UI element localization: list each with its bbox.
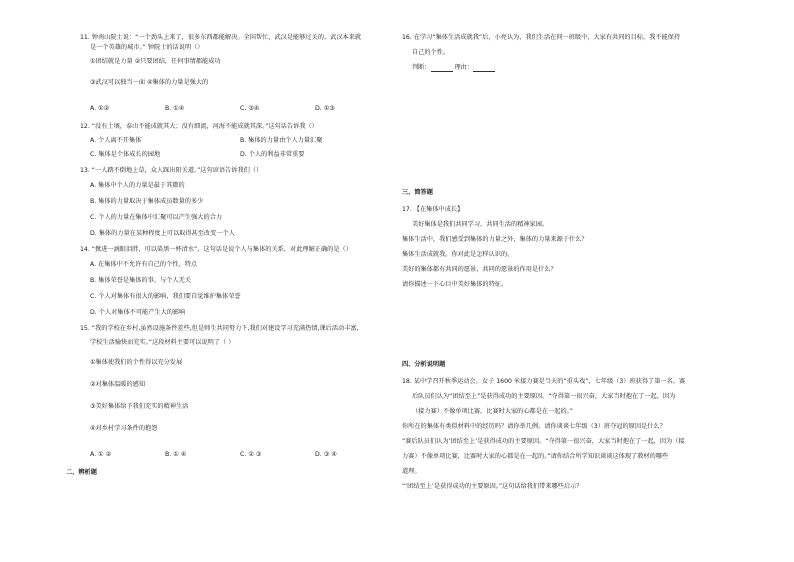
q17-line-4: 美好的集体都有共同的愿景，共同的愿景的作用是什么？ (402, 266, 557, 273)
q11-option-c[interactable]: C. ③④ (240, 105, 260, 112)
q15-option-c[interactable]: C. ② ③ (240, 451, 262, 458)
section-3-heading: 三、简答题 (402, 189, 433, 196)
q15-item-2: ②对集体温暖的感知 (90, 381, 146, 388)
q16-stem-line1: 16. 在学习“集体生活成就我”后，小亮认为，我们生活在同一班级中，大家有共同的目标，我不能保持 (402, 34, 681, 41)
q15-item-4: ④对乡村学习条件的抱怨 (90, 425, 158, 432)
q11-item-a: ①团结就是力量 ②只要团结，任何事情都能成功 (90, 58, 221, 65)
q14-stem: 14. “掀进一滴眼泪胖，可以染黑一杯清水”，这句话是说个人与集体的关系，对此理解正确的是（） (80, 246, 352, 253)
q16-stem-line2: 自己的个性。 (412, 49, 450, 56)
q11-option-b[interactable]: B. ①④ (165, 105, 185, 112)
q14-option-b[interactable]: B. 集体荣誉是集体的事，与个人无关 (90, 277, 191, 284)
judge-blank[interactable] (431, 65, 453, 72)
q11-options (80, 105, 390, 113)
q12-option-c[interactable]: C. 集体是个体成长的园地 (90, 151, 161, 158)
q11-item-b: ③武汉可以独当一面 ④集体的力量是强大的 (90, 79, 209, 86)
q13-option-c[interactable]: C. 个人的力量在集体中汇聚可以产生强大的合力 (90, 214, 223, 221)
q16-answer-row (402, 64, 495, 72)
q13-option-d[interactable]: D. 集体的力量在某种程度上可以取得甚至改变一个人 (90, 230, 235, 237)
section-2-heading: 二、辨析题 (66, 469, 97, 476)
q15-option-b[interactable]: B. ① ④ (165, 451, 187, 458)
q14-option-a[interactable]: A. 在集体中不允许有自己的个性，特点 (90, 261, 198, 268)
q18-line-3: （接力赛）不像单项比赛，比赛时大家的心都是在一起的。” (412, 408, 573, 415)
q11-option-d[interactable]: D. ①③ (315, 105, 335, 112)
q15-item-1: ①集体使我们的个性得以充分发展 (90, 359, 183, 366)
q13-option-b[interactable]: B. 集体的力量取决于集体成员数量的多少 (90, 198, 204, 205)
section-4-heading: 四、分析说明题 (402, 361, 446, 368)
q18-line-5: “赛后队员们认为‘团结至上’是获得成功的主要原因。“夺得第一很兴奋，大家当时抱在了一起，因为（接 (402, 438, 685, 445)
q15-option-a[interactable]: A. ① ② (90, 451, 112, 458)
q12-options-row1 (80, 137, 390, 145)
reason-label: 理由： (454, 64, 474, 71)
q14-option-c[interactable]: C. 个人对集体有很大的影响，我们要自觉维护集体荣誉 (90, 293, 241, 300)
q15-option-d[interactable]: D. ③ ④ (315, 451, 337, 458)
q12-option-b[interactable]: B. 集体的力量由个人力量汇聚 (240, 137, 323, 144)
q12-stem: 12. “没有土壤，泰山不能成就其大；没有细流，河海不能成就其深。”这句话告诉我（） (80, 123, 318, 130)
judge-label: 判断： (412, 64, 431, 71)
q18-line-4: 你所在的集体有类似材料中的经历吗？请你举几例。请你谈谈七年级（3）班夺冠的原因是什么？ (402, 423, 666, 430)
q13-option-a[interactable]: A. 集体中个人的力量是最于其微的 (90, 182, 185, 189)
q12-option-a[interactable]: A. 个人离不开集体 (90, 137, 142, 144)
q17-line-3: 集体生活成就我。你对此是怎样认识的。 (402, 251, 514, 258)
reason-blank[interactable] (473, 65, 495, 72)
q17-title: 17. 【在集体中成长】 (402, 206, 464, 213)
q11-stem-line2: 是一个英雄的城市。” 钟院士的话说明（） (90, 44, 204, 51)
q11-stem-line1: 11. 钟南山院士说：“一个劲头上来了，很多东西都能解决。全国帮忙，武汉是能够过关的。武汉本来就 (80, 34, 362, 41)
q11-option-a[interactable]: A. ①② (90, 105, 110, 112)
q12-option-d[interactable]: D. 个人的利益非常重要 (240, 151, 305, 158)
q17-line-1: 美好集体是我们共同学习、共同生活的精神家园。 (412, 221, 549, 228)
q12-options-row2 (80, 151, 390, 159)
q15-options (80, 451, 390, 459)
q15-item-3: ③美好集体给予我们充实的精神生活 (90, 403, 189, 410)
q15-stem-line1: 15. “我的学校在乡村,虽然设施条件差些,但是师生共同努力下,我们对建设学习充满热情,课后活动丰富, (80, 325, 359, 332)
q17-line-2: 集体生活中，我们感受到集体的力量之外，集体的力量来源于什么？ (402, 236, 588, 243)
q14-option-d[interactable]: D. 个人对集体不可能产生大的影响 (90, 309, 186, 316)
q18-line-8: “‘团结至上’是获得成功的主要原因。”这句话给我们带来哪些启示？ (402, 483, 583, 490)
q18-line-1: 18. 某中学召开秋季运动会。女子 1600 米接力赛是当天的“重头戏”，七年级（3）班获得了第一名。赛 (402, 378, 686, 385)
q13-stem: 13. “一人踏不倒地上草，众人踩出阳关道。”这句谚语告诉我们（） (80, 167, 263, 174)
q18-line-6: 力赛）不像单项比赛，比赛时大家的心都是在一起的。”请你结合所学知识谈谈这体现了教材的哪些 (402, 453, 669, 460)
q18-line-7: 道理。 (402, 468, 421, 475)
q18-line-2: 后队员们认为“团结至上”是获得成功的主要原因。“夺得第一很兴奋，大家当时抱在了一起，因为 (412, 393, 676, 400)
q17-line-5: 请你描述一下心目中美好集体的特征。 (402, 281, 508, 288)
q15-stem-line2: 学校生活愉快而充实。”这段材料主要可以说明了（ ） (90, 339, 235, 346)
